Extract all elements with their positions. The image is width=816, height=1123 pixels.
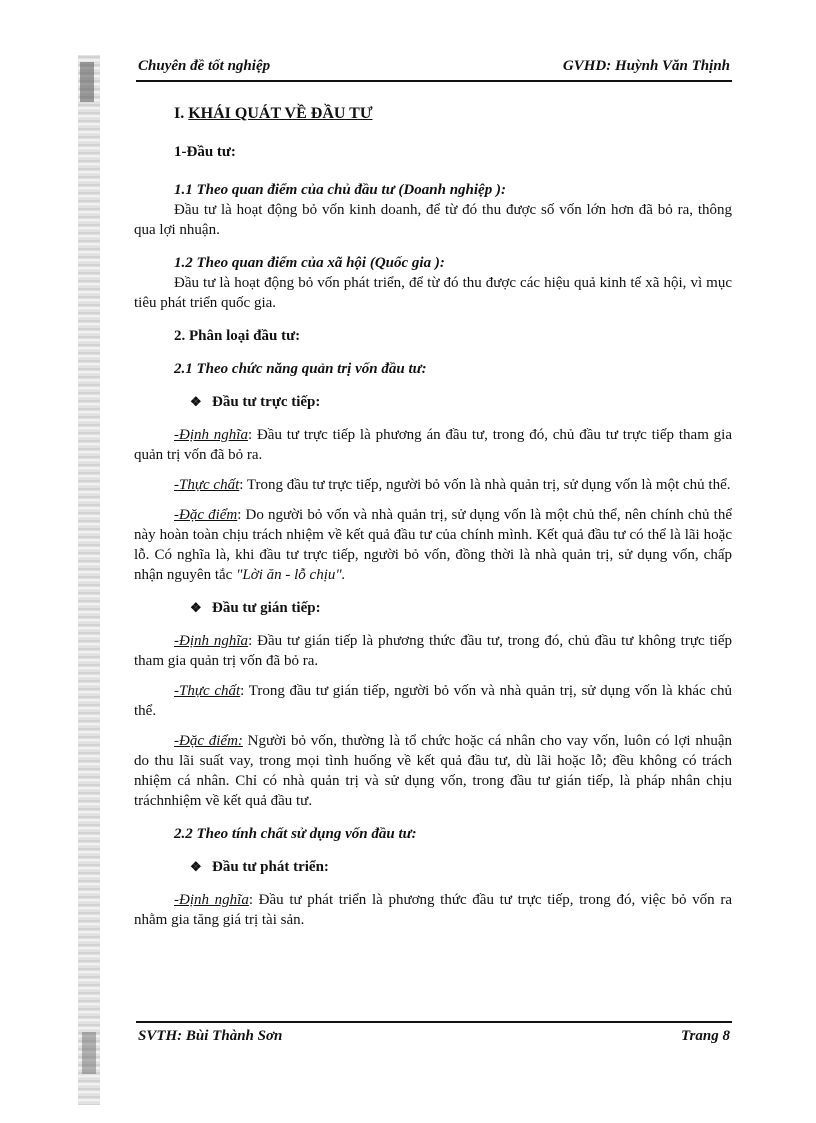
heading-2: 2. Phân loại đầu tư: (174, 328, 301, 344)
paragraph-direct-features: -Đặc điểm: Do người bỏ vốn và nhà quản trị, sử dụng vốn là một chủ thể, nên chính chủ thể này hoàn toàn chịu trách nhiệm về kết quả đầu tư của chính mình. Kết quả đầu tư có thể là lãi hoặc lỗ. Có nghĩa là, khi đầu tư trực tiếp, người bỏ vốn, đồng thời là nhà quản trị, sử dụng vốn, chấp nhận nguyên tắc "Lời ăn - lỗ chịu". (134, 507, 732, 583)
principle-quote: "Lời ăn - lỗ chịu". (236, 567, 346, 583)
scan-binding-mark-bottom (82, 1032, 96, 1074)
paragraph-development-definition: -Định nghĩa: Đầu tư phát triển là phương thức đầu tư trực tiếp, trong đó, việc bỏ vốn ra nhằm gia tăng giá trị tài sản. (134, 892, 732, 928)
footer-rule (136, 1021, 732, 1023)
heading-2-2: 2.2 Theo tính chất sử dụng vốn đầu tư: (174, 826, 417, 842)
paragraph-indirect-features: -Đặc điểm: Người bỏ vốn, thường là tổ chức hoặc cá nhân cho vay vốn, luôn có lợi nhuận do thu lãi suất vay, trong mọi tình huống về kết quả đầu tư, dù lãi hoặc lỗ; đều không có trách nhiệm cá nhân. Chỉ có nhà quản trị và sử dụng vốn, trong đầu tư gián tiếp, là pháp nhân chịu tráchnhiệm về kết quả đầu tư. (134, 733, 732, 809)
bullet-label: Đầu tư gián tiếp: (212, 600, 321, 616)
term-label: -Đặc điểm: (174, 733, 243, 749)
page-header (138, 58, 730, 78)
scan-binding-edge (78, 55, 100, 1105)
term-label: -Đặc điểm (174, 507, 238, 523)
bullet-label: Đầu tư phát triển: (212, 859, 329, 875)
paragraph-indirect-definition: -Định nghĩa: Đầu tư gián tiếp là phương thức đầu tư, trong đó, chủ đầu tư không trực tiếp tham gia quản trị vốn đã bỏ ra. (134, 633, 732, 669)
term-label: -Định nghĩa (174, 892, 249, 908)
diamond-bullet-icon: ❖ (190, 600, 202, 615)
section-number: I. (174, 105, 189, 122)
heading-1-1: 1.1 Theo quan điểm của chủ đầu tư (Doanh nghiệp ): (174, 182, 506, 198)
scan-binding-mark-top (80, 62, 94, 102)
paragraph-1-1: Đầu tư là hoạt động bỏ vốn kinh doanh, để từ đó thu được số vốn lớn hơn đã bỏ ra, thông qua lợi nhuận. (134, 202, 732, 238)
bullet-indirect-investment (134, 598, 732, 618)
section-heading (134, 104, 732, 124)
heading-1-2: 1.2 Theo quan điểm của xã hội (Quốc gia ): (174, 255, 445, 271)
section-title: KHÁI QUÁT VỀ ĐẦU TƯ (188, 105, 373, 122)
page-body (134, 104, 732, 930)
heading-2-1: 2.1 Theo chức năng quản trị vốn đầu tư: (174, 361, 427, 377)
term-label: -Thực chất (174, 477, 240, 493)
header-advisor: GVHD: Huỳnh Văn Thịnh (562, 58, 730, 74)
paragraph-direct-nature: -Thực chất: Trong đầu tư trực tiếp, người bỏ vốn là nhà quản trị, sử dụng vốn là một chủ thể. (174, 477, 731, 493)
heading-1: 1-Đầu tư: (174, 144, 236, 160)
bullet-label: Đầu tư trực tiếp: (212, 394, 321, 410)
term-label: -Định nghĩa (174, 427, 248, 443)
header-rule (136, 80, 732, 82)
term-label: -Thực chất (174, 683, 241, 699)
bullet-direct-investment (134, 392, 732, 412)
bullet-development-investment (134, 857, 732, 877)
diamond-bullet-icon: ❖ (190, 859, 202, 874)
page-number: Trang 8 (680, 1028, 730, 1044)
paragraph-indirect-nature: -Thực chất: Trong đầu tư gián tiếp, người bỏ vốn và nhà quản trị, sử dụng vốn là khác chủ thể. (134, 683, 732, 719)
footer-student: SVTH: Bùi Thành Sơn (138, 1028, 283, 1044)
term-label: -Định nghĩa (174, 633, 249, 649)
page-footer (138, 1028, 730, 1048)
header-thesis-title: Chuyên đề tốt nghiệp (138, 58, 271, 74)
diamond-bullet-icon: ❖ (190, 394, 202, 409)
paragraph-1-2: Đầu tư là hoạt động bỏ vốn phát triển, để từ đó thu được các hiệu quả kinh tế xã hội, vì mục tiêu phát triển quốc gia. (134, 275, 732, 311)
paragraph-direct-definition: -Định nghĩa: Đầu tư trực tiếp là phương án đầu tư, trong đó, chủ đầu tư trực tiếp tham gia quản trị vốn đã bỏ ra. (134, 427, 732, 463)
